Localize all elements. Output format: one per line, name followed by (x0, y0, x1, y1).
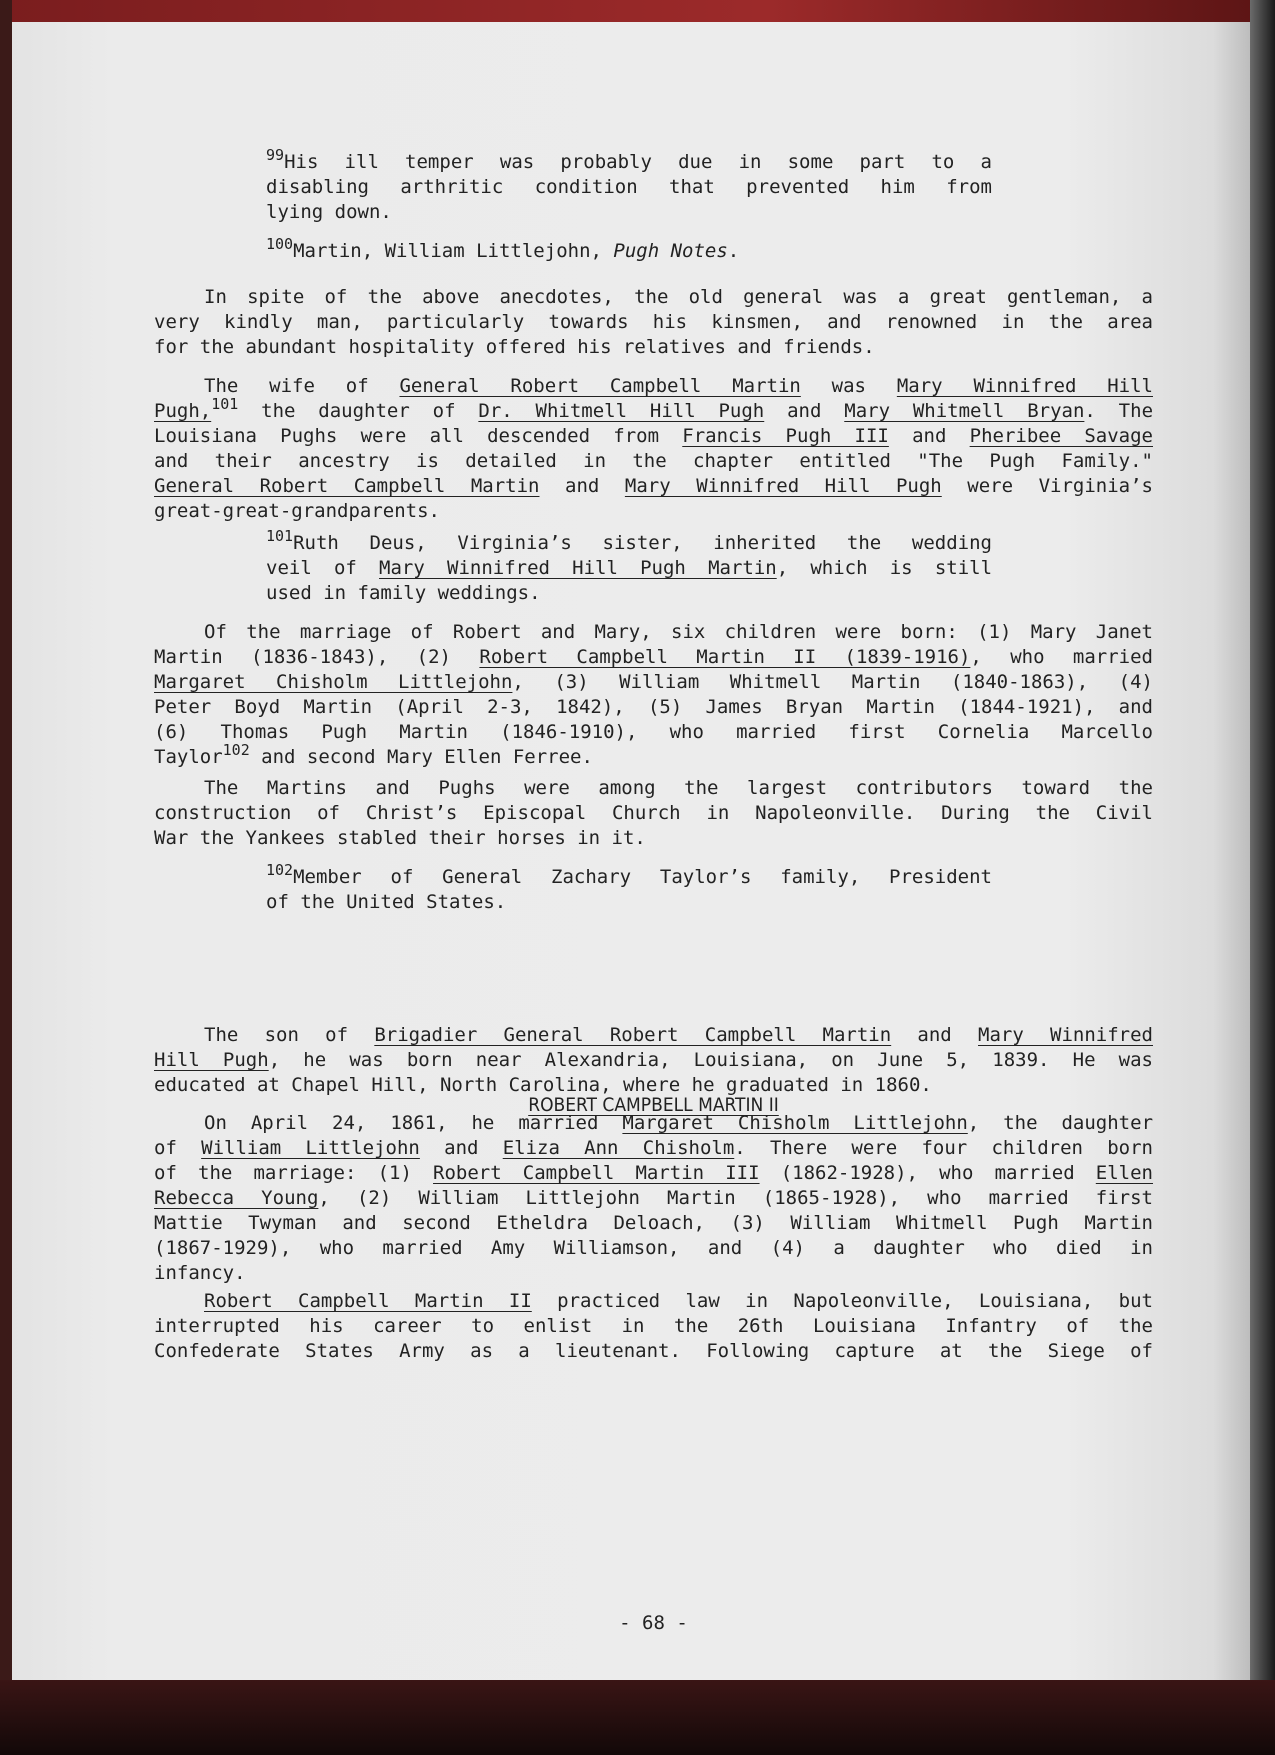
text-footnotes-fn101-l2u: Mary Winnifred Hill Pugh Martin (379, 557, 777, 579)
text-p-april-d1: , (2) William Littlejohn Martin (1865-1928), who married first (318, 1187, 1153, 1209)
book-cover-bottom (0, 1680, 1275, 1755)
text-p-april-b2: and (419, 1137, 503, 1159)
text-p-wife-u-whitmell: Dr. Whitmell Hill Pugh (478, 400, 765, 422)
text-line (154, 741, 1153, 770)
citation-title: Pugh Notes (613, 240, 728, 262)
text-p-april-u-rcm3: Robert Campbell Martin III (433, 1162, 760, 1184)
text-p-wife-f1: great-great-grandparents. (154, 500, 440, 522)
book-page (12, 22, 1250, 1680)
text-line (154, 1111, 1153, 1136)
text-p-april-b3: . There were four children born (734, 1137, 1153, 1159)
text-p-son-u-hill: Hill Pugh (154, 1049, 269, 1071)
text-p-wife-u-mwhp: Mary Winnifred Hill Pugh (624, 475, 942, 497)
text-line (266, 146, 992, 175)
text-p-april-u-margaret: Margaret Chisholm Littlejohn (622, 1112, 968, 1134)
text-line (266, 527, 992, 556)
text-p-april-g1: infancy. (154, 1262, 246, 1284)
text-footnotes-fn99-lines-1: disabling arthritic condition that prevented him from (266, 176, 992, 198)
text-line (266, 861, 992, 890)
text-p-wife-a2: was (800, 375, 897, 397)
text-p-wife-u-pugh: Pugh, (154, 400, 212, 422)
text-p-marriage-l6b: and second Mary Ellen Ferree. (249, 746, 593, 768)
text-p-marriage-l2a: Martin (1836-1843), (2) (154, 646, 480, 668)
text-p-wife-e1: and (539, 475, 625, 497)
text-line (154, 1136, 1153, 1161)
text-p-wife-b2: and (764, 400, 845, 422)
text-p-spite-2: for the abundant hospitality offered his relatives and friends. (154, 336, 875, 358)
text-p-wife-u-francis: Francis Pugh III (682, 425, 889, 447)
text-footnotes-fn101-l2a: veil of (266, 557, 380, 579)
paragraph-wife (154, 374, 1153, 524)
text-footnotes-fn101-l3: used in family weddings. (266, 582, 541, 604)
text-p-son-u-brig: Brigadier General Robert Campbell Martin (374, 1024, 892, 1046)
text-line (154, 645, 1153, 670)
text-p-marriage-l2b: , who married (970, 646, 1153, 668)
text-p-law-c1: Confederate States Army as a lieutenant. Following capture at the Siege of (154, 1340, 1153, 1362)
text-footnotes-fn102-num: 102 (266, 861, 294, 879)
text-p-son-c1: educated at Chapel Hill, North Carolina, where he graduated in 1860. (154, 1074, 932, 1096)
text-footnotes-fn100-end: . (727, 240, 740, 262)
paragraph-hospitality (154, 285, 1153, 360)
text-p-april-a2: , the daughter (967, 1112, 1154, 1134)
book-spine-left (0, 0, 12, 1755)
text-p-son-a1: The son of (204, 1024, 375, 1046)
paragraph-birth (154, 1023, 1153, 1098)
text-footnotes-fn99-num: 99 (266, 146, 285, 164)
text-footnotes-fn101-l2b: , which is still (776, 557, 993, 579)
text-heading: ROBERT CAMPBELL MARTIN II (528, 1094, 779, 1116)
text-p-wife-sup: 101 (211, 395, 239, 413)
text-footnotes-fn100-text: Martin, William Littlejohn, (293, 240, 614, 262)
text-p-marriage-l2u: Robert Campbell Martin II (1839-1916) (479, 646, 971, 668)
text-line (266, 235, 992, 264)
text-line (154, 1289, 1153, 1314)
text-p-april-f1: (1867-1929), who married Amy Williamson, and (4) a daughter who died in (154, 1237, 1153, 1259)
text-p-marriage-l6sup: 102 (222, 741, 250, 759)
footnote-102 (266, 861, 992, 915)
text-p-wife-c1: Louisiana Pughs were all descended from (154, 425, 683, 447)
text-p-wife-c2: and (888, 425, 970, 447)
text-p-law-u-rcm2: Robert Campbell Martin II (204, 1290, 532, 1312)
text-p-marriage-l1: Of the marriage of Robert and Mary, six children were born: (1) Mary Janet (204, 621, 1153, 643)
text-footnotes-fn99-lines-0: His ill temper was probably due in some part to a (284, 151, 992, 173)
text-p-marriage-l5: (6) Thomas Pugh Martin (1846-1910), who married first Cornelia Marcello (154, 721, 1153, 743)
paragraph-children (154, 620, 1153, 770)
text-footnotes-fn101-num: 101 (266, 527, 294, 545)
text-p-april-u-william: William Littlejohn (201, 1137, 420, 1159)
text-p-spite-0: In spite of the above anecdotes, the old general was a great gentleman, a (204, 286, 1153, 308)
text-p-marriage-l4: Peter Boyd Martin (April 2-3, 1842), (5) James Bryan Martin (1844-1921), and (154, 696, 1153, 718)
text-footnotes-fn102-l1: Member of General Zachary Taylor’s family, President (293, 866, 992, 888)
text-line (154, 474, 1153, 499)
text-line (266, 556, 992, 581)
page-edge-right (1250, 0, 1275, 1755)
text-p-spite-1: very kindly man, particularly towards his kinsmen, and renowned in the area (154, 311, 1153, 333)
text-line (154, 670, 1153, 695)
text-p-church-1: construction of Christ’s Episcopal Church in Napoleonville. During the Civil (154, 802, 1153, 824)
text-line (154, 1161, 1153, 1186)
text-p-april-b1: of (154, 1137, 202, 1159)
book-cover-top (0, 0, 1275, 22)
text-p-wife-e2: were Virginia’s (941, 475, 1153, 497)
text-p-wife-u-general: General Robert Campbell Martin (399, 375, 801, 397)
text-line (154, 1186, 1153, 1211)
text-footnotes-fn102-l2: of the United States. (266, 891, 507, 913)
text-p-law-a1: practiced law in Napoleonville, Louisiana, but (531, 1290, 1153, 1312)
text-p-son-b1: , he was born near Alexandria, Louisiana, on June 5, 1839. He was (268, 1049, 1153, 1071)
text-p-church-2: War the Yankees stabled their horses in it. (154, 827, 646, 849)
text-p-april-c1: of the marriage: (1) (154, 1162, 434, 1184)
text-p-marriage-l3u: Margaret Chisholm Littlejohn (154, 671, 513, 693)
text-p-april-c2: (1862-1928), who married (759, 1162, 1096, 1184)
text-p-wife-b1: the daughter of (238, 400, 479, 422)
text-p-april-a1: On April 24, 1861, he married (204, 1112, 623, 1134)
text-line (154, 395, 1154, 424)
text-line (154, 374, 1153, 399)
text-footnotes-fn100-num: 100 (266, 235, 294, 253)
text-p-wife-d1: and their ancestry is detailed in the chapter entitled "The Pugh Family." (154, 450, 1153, 472)
paragraph-marriage (154, 1111, 1153, 1286)
text-line (154, 1023, 1153, 1048)
paragraph-law (154, 1289, 1153, 1364)
text-footnotes-fn99-lines-2: lying down. (266, 201, 392, 223)
text-p-church-0: The Martins and Pughs were among the largest contributors toward the (204, 777, 1153, 799)
text-p-wife-u-grcm: General Robert Campbell Martin (154, 475, 540, 497)
text-line (154, 1048, 1153, 1073)
text-p-wife-u-bryan: Mary Whitmell Bryan (844, 400, 1085, 422)
text-p-wife-u-pheribee: Pheribee Savage (969, 425, 1153, 447)
text-p-wife-b3: . The (1084, 400, 1154, 422)
footnote-101 (266, 527, 993, 606)
text-p-law-b1: interrupted his career to enlist in the 26th Louisiana Infantry of the (154, 1315, 1153, 1337)
text-p-april-u-ellen: Ellen (1095, 1162, 1153, 1184)
text-p-son-a2: and (891, 1024, 979, 1046)
text-p-wife-u-mary: Mary Winnifred Hill (896, 375, 1153, 397)
text-line (154, 424, 1153, 449)
text-p-son-u-mary: Mary Winnifred (978, 1024, 1153, 1046)
page-number: - 68 - (619, 1612, 688, 1634)
text-p-april-u-eliza: Eliza Ann Chisholm (502, 1137, 735, 1159)
text-p-wife-a1: The wife of (204, 375, 400, 397)
text-footnotes-fn101-l1: Ruth Deus, Virginia’s sister, inherited the wedding (293, 532, 992, 554)
text-p-marriage-l6a: Taylor (154, 746, 223, 768)
text-p-marriage-l3b: , (3) William Whitmell Martin (1840-1863), (4) (512, 671, 1153, 693)
text-p-april-e1: Mattie Twyman and second Etheldra Deloach, (3) William Whitmell Pugh Martin (154, 1212, 1153, 1234)
footnote-100 (266, 235, 992, 264)
paragraph-church (154, 776, 1153, 851)
footnote-99 (266, 146, 992, 225)
text-p-april-u-rebecca: Rebecca Young (154, 1187, 319, 1209)
